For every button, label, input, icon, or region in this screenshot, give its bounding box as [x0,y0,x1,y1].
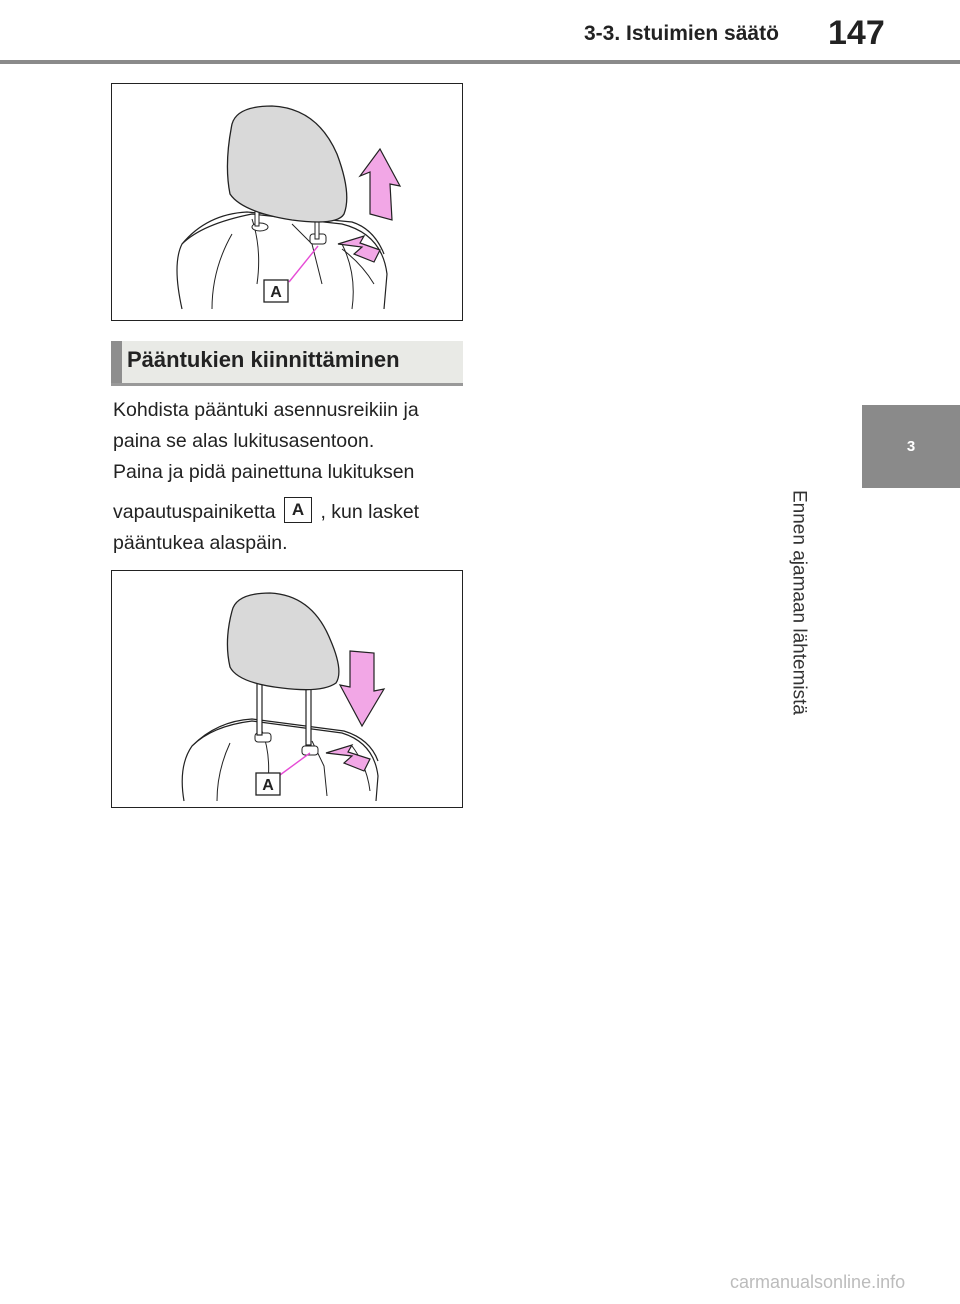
chapter-number: 3 [906,438,916,455]
section-title: 3-3. Istuimien säätö [584,22,779,45]
chapter-side-label [788,490,960,800]
chapter-title: Ennen ajamaan lähtemistä [788,490,810,715]
header-divider [0,60,960,64]
inline-callout-label: A [284,497,312,523]
section-heading [111,341,463,386]
chapter-tab [862,405,960,488]
paragraph-2-line-1: Paina ja pidä painettuna lukituksen [113,461,415,484]
page-number: 147 [828,14,885,52]
headrest-install-illustration [112,571,462,807]
paragraph-1-line-2: paina se alas lukitusasentoon. [113,430,375,453]
figure-headrest-remove [111,83,463,321]
instruction-text [113,395,463,559]
section-heading-bar [111,341,122,383]
headrest-remove-illustration [112,84,462,320]
watermark-text: carmanualsonline.info [730,1272,906,1292]
paragraph-2-line-2 [113,497,463,528]
paragraph-2-line-3: pääntukea alaspäin. [113,531,288,554]
paragraph-2-text-before: vapautuspainiketta [113,500,276,523]
figure1-callout-label: A [270,284,282,301]
paragraph-1-line-1: Kohdista pääntuki asennusreikiin ja [113,399,419,421]
figure-headrest-install [111,570,463,808]
figure2-callout-label: A [262,777,274,794]
paragraph-2-text-after: , kun lasket [320,500,420,523]
section-heading-text: Pääntukien kiinnittäminen [127,347,400,372]
